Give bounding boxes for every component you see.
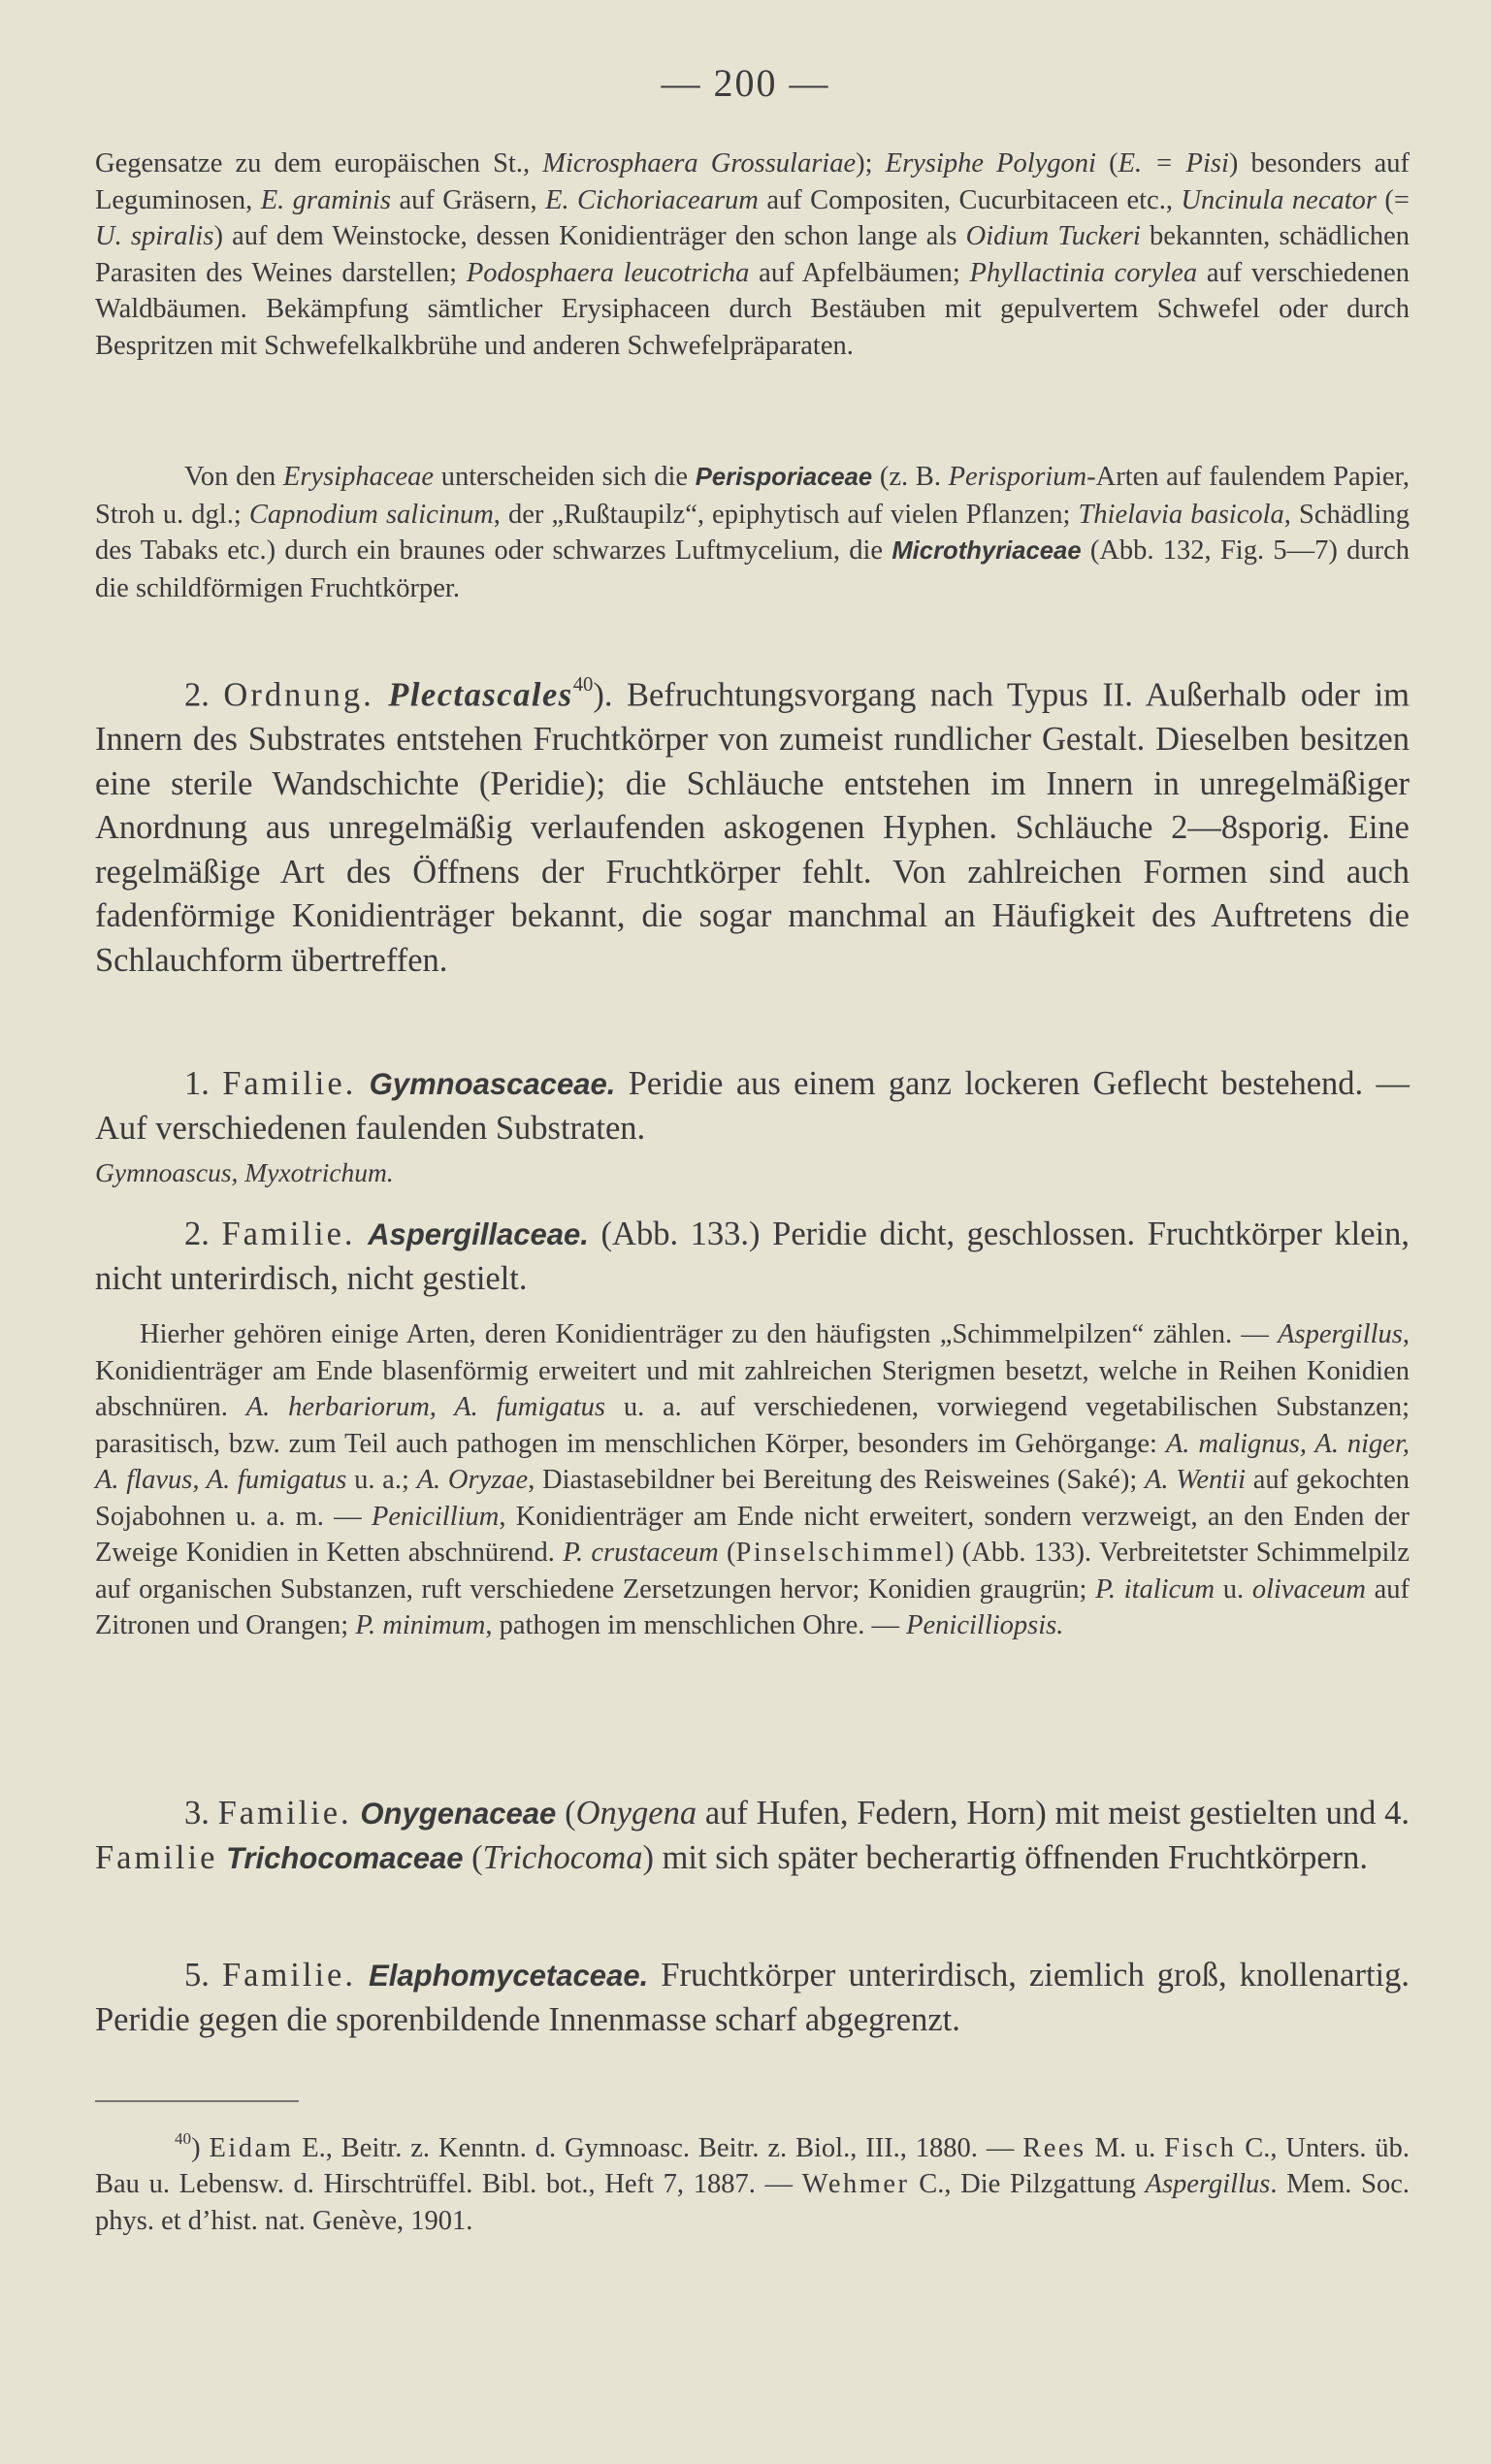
text: auf verschiedenen Waldbäumen. Bekämpfung sämtlicher Erysiphaceen durch Bestäuben mit gepulvertem Schwefel oder durch Bespritzen mit Schwefelkalkbrühe und anderen Schwefelpräparaten. — [95, 257, 1410, 361]
text: , pathogen im menschlichen Ohre. — — [485, 1610, 907, 1640]
family-label: Familie — [95, 1838, 218, 1876]
text: , Konidienträger am Ende nicht erweitert, sondern verzweigt, an den Enden der Zweige Konidien in Ketten abschnürend. — [95, 1501, 1410, 1568]
family-number: 1. — [184, 1065, 223, 1102]
text: ) mit sich später becherartig öffnenden Fruchtkörpern. — [642, 1838, 1369, 1876]
text: auf gekochten Sojabohnen u. a. m. — — [95, 1465, 1410, 1532]
family-label: Familie. — [222, 1065, 357, 1102]
text: , Diastasebildner bei Bereitung des Reisweines (Saké); — [528, 1465, 1145, 1495]
text: Fruchtkörper unterirdisch, ziemlich groß, knollenartig. Peridie gegen die sporenbildende Innenmasse scharf abgegrenzt. — [95, 1957, 1410, 2038]
taxon: Aspergillus — [1145, 2169, 1271, 2200]
text: ). Befruchtungsvorgang nach Typus II. Außerhalb oder im Innern des Substrates entstehen Fruchtkörper von zumeist rundlicher Gestalt. Dieselben besitzen eine sterile Wandschichte (Peridie); die Schläuche entstehen im Innern in unregelmäßiger Anordnung aus unregelmäßig verlaufenden askogenen Hyphen. Schläuche 2—8sporig. Eine regelmäßige Art des Öffnens der Fruchtkörper fehlt. Von zahlreichen Formen sind auch fadenförmige Konidienträger bekannt, die sogar manchmal an Häufigkeit des Auftretens die Schlauchform übertreffen. — [95, 676, 1410, 979]
taxon: Trichocoma — [482, 1838, 643, 1876]
taxon: P. minimum — [355, 1610, 486, 1640]
text: auf Compositen, Cucurbitaceen etc., — [758, 184, 1182, 215]
family-name: Trichocomaceae — [226, 1840, 464, 1875]
text: , der „Rußtaupilz“, epiphytisch auf vielen Pflanzen; — [493, 499, 1079, 530]
taxon: Penicilliopsis. — [906, 1610, 1064, 1640]
paragraph-aspergillaceae-detail — [95, 1316, 1410, 1644]
footnote-ref: 40 — [572, 674, 594, 696]
order-number: 2. — [184, 676, 224, 714]
author-name: Fisch — [1164, 2132, 1237, 2163]
taxon: A. Wentii — [1144, 1465, 1247, 1495]
text: u. a. auf verschiedenen, vorwiegend vegetabilischen Substanzen; parasitisch, bzw. zum Teil auch pathogen im menschlichen Körper, besonders im Gehörgange: — [95, 1392, 1410, 1459]
author-name: Rees — [1022, 2132, 1086, 2163]
family-name: Perisporiaceae — [695, 464, 873, 491]
taxon: E. graminis — [260, 184, 392, 215]
section-plectascales — [95, 664, 1410, 983]
text: auf Apfelbäumen; — [749, 257, 970, 288]
order-label: Ordnung. — [223, 676, 374, 714]
text: ) (Abb. 133). Verbreitetster Schimmelpilz auf organischen Substanzen, ruft verschiedene Zersetzungen hervor; Konidien graugrün; — [95, 1538, 1410, 1605]
taxon: Erysiphe Polygoni — [885, 148, 1096, 178]
text: , Konidienträger am Ende blasenförmig erweitert und mit zahlreichen Sterigmen besetzt, welche in Reihen Konidien abschnüren. — [95, 1319, 1410, 1422]
taxon: Thielavia basicola — [1078, 499, 1284, 530]
text: ) auf dem Weinstocke, dessen Konidienträger den schon lange als — [213, 221, 966, 251]
taxon: Microsphaera Grossulariae — [542, 148, 857, 178]
taxon: Aspergillus — [1278, 1319, 1403, 1349]
author-name: Wehmer — [801, 2169, 910, 2200]
text: -Arten auf faulendem Papier, Stroh u. dgl.; — [95, 462, 1410, 530]
paragraph-perisporiaceae — [95, 459, 1410, 606]
text: auf Gräsern, — [391, 184, 546, 215]
text: M. u. — [1086, 2132, 1165, 2163]
text: (Abb. 132, Fig. 5—7) durch die schildförmigen Fruchtkörper. — [95, 535, 1410, 603]
taxon: P. italicum — [1095, 1573, 1215, 1605]
taxon: E. = Pisi — [1118, 148, 1229, 178]
taxon: P. crustaceum — [563, 1538, 719, 1568]
taxon: olivaceum — [1251, 1573, 1366, 1605]
taxon: Perisporium — [948, 462, 1087, 492]
taxon: A. herbariorum, A. fumigatus — [245, 1392, 605, 1422]
text: Hierher gehören einige Arten, deren Konidienträger zu den häufigsten „Schimmelpilzen“ zählen. — — [140, 1319, 1279, 1349]
text: ); — [856, 148, 886, 178]
family-name: Onygenaceae — [360, 1797, 557, 1831]
text: Peridie aus einem ganz lockeren Geflecht bestehend. — Auf verschiedenen faulenden Substraten. — [95, 1065, 1410, 1147]
taxon: Podosphaera leucotricha — [466, 257, 750, 288]
page-number: — 200 — — [661, 61, 830, 105]
text: . Mem. Soc. phys. et d’hist. nat. Genève, 1901. — [95, 2169, 1410, 2236]
family-onygenaceae-trichocomaceae — [95, 1792, 1410, 1880]
text: Von den — [184, 462, 283, 492]
taxon: Penicillium — [372, 1501, 500, 1532]
family-name: Gymnoascaceae. — [369, 1067, 616, 1101]
family-number: 3. — [184, 1795, 218, 1832]
family-label: Familie. — [217, 1795, 352, 1832]
text: C., Die Pilzgattung — [909, 2169, 1146, 2200]
footnote-divider — [95, 2100, 299, 2102]
taxon: Erysiphaceae — [282, 462, 435, 492]
text: Gegensatze zu dem europäischen St., — [95, 148, 543, 178]
taxon: Oidium Tuckeri — [965, 221, 1141, 251]
family-elaphomycetaceae — [95, 1954, 1410, 2042]
family-name: Elaphomycetaceae. — [369, 1959, 649, 1993]
text: (z. B. — [872, 462, 949, 492]
taxon: U. spiralis — [95, 221, 214, 251]
family-number: 2. — [184, 1216, 222, 1252]
footnote-marker: 40 — [175, 2129, 192, 2148]
taxon: A. Oryzae — [416, 1465, 529, 1495]
family-number: 5. — [184, 1957, 222, 1994]
text: auf Hufen, Federn, Horn) mit meist gestielten und 4. — [697, 1795, 1410, 1832]
family-aspergillaceae — [95, 1213, 1410, 1301]
text: ( — [1095, 148, 1118, 178]
family-gymnoascaceae — [95, 1062, 1410, 1151]
taxon: Onygena — [575, 1795, 697, 1832]
taxon: Capnodium salicinum — [248, 499, 494, 530]
text: u. a.; — [346, 1465, 417, 1495]
family-label: Familie. — [221, 1957, 356, 1994]
footnote — [95, 2121, 1410, 2239]
text: (Abb. 133.) Peridie dicht, geschlossen. Fruchtkörper klein, nicht unterirdisch, nicht gestielt. — [95, 1216, 1410, 1297]
text: unterscheiden sich die — [434, 462, 696, 492]
text: ( — [556, 1795, 576, 1832]
text: ) besonders auf Leguminosen, — [95, 148, 1410, 215]
taxon: A. malignus, A. niger, A. flavus, A. fumigatus — [95, 1428, 1410, 1495]
text: bekannten, schädlichen Parasiten des Weines darstellen; — [95, 221, 1410, 288]
text: ) — [191, 2132, 210, 2163]
author-name: Eidam — [209, 2132, 294, 2163]
text: C., Unters. üb. Bau u. Lebensw. d. Hirschtrüffel. Bibl. bot., Heft 7, 1887. — — [95, 2132, 1410, 2200]
family-label: Familie. — [221, 1216, 356, 1252]
text: u. — [1215, 1573, 1252, 1605]
paragraph-erysiphaceae — [95, 146, 1410, 364]
text: ( — [463, 1838, 483, 1876]
family-name: Microthyriaceae — [891, 537, 1082, 565]
order-name: Plectascales — [388, 676, 573, 714]
taxon: E. Cichoriacearum — [545, 184, 759, 215]
text: auf Zitronen und Orangen; — [95, 1573, 1410, 1640]
text: E., Beitr. z. Kenntn. d. Gymnoasc. Beitr. z. Biol., III., 1880. — — [293, 2132, 1023, 2163]
text: ( — [718, 1538, 736, 1568]
text: , Schädling des Tabaks etc.) durch ein braunes oder schwarzes Luftmycelium, die — [95, 499, 1410, 566]
text: (= — [1376, 184, 1410, 215]
taxon: Uncinula necator — [1181, 184, 1377, 215]
spaced-term: Pinselschimmel — [735, 1538, 946, 1568]
genera-list: Gymnoascus, Myxotrichum. — [95, 1157, 394, 1187]
family-name: Aspergillaceae. — [368, 1217, 589, 1251]
taxon: Phyllactinia corylea — [969, 257, 1198, 288]
